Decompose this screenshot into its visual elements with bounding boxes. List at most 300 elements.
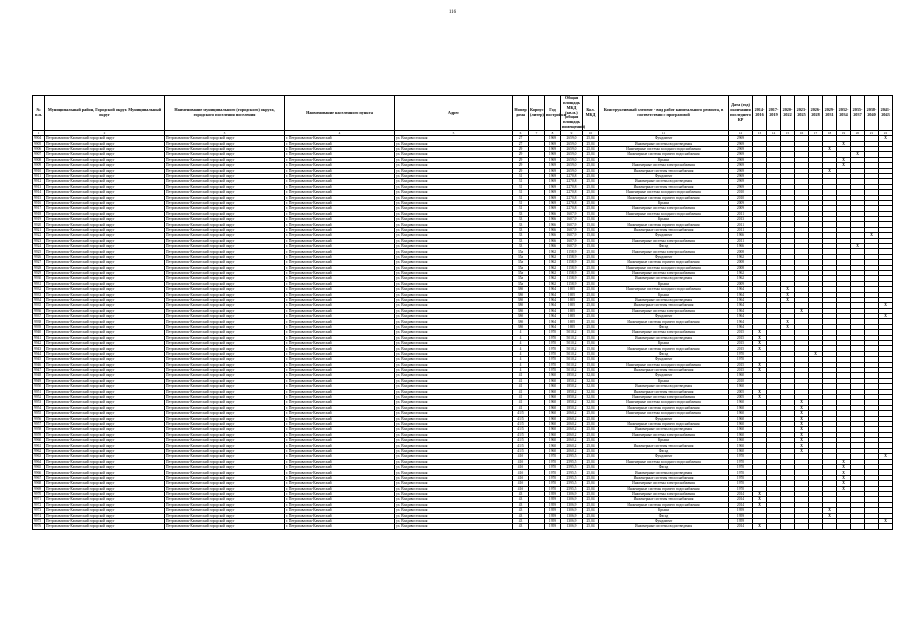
cell-street: ул. Владивостокская — [395, 163, 513, 168]
cell-count: 25,04 — [583, 163, 599, 168]
cell-work: Инженерные системы водоотведения — [599, 427, 729, 432]
cell-number: 9938 — [33, 319, 45, 324]
column-number: 11 — [599, 131, 729, 136]
cell-work: Инженерные системы теплоснабжения — [599, 389, 729, 394]
cell-area: 2060,2 — [561, 443, 583, 448]
cell-area: 2060,2 — [561, 416, 583, 421]
cell-city: г. Петропавловск-Камчатский — [285, 287, 395, 292]
cell-number: 9926 — [33, 254, 45, 259]
column-header: 2041-2043 — [879, 96, 893, 131]
cell-work: Инженерные системы водоотведения — [599, 470, 729, 475]
cell-house: 33 — [513, 211, 529, 216]
cell-okrug: Петропавловск-Камчатский городской округ — [165, 470, 285, 475]
column-header: Дата (год) окончания последнего КР — [729, 96, 753, 131]
cell-year: 1969 — [545, 168, 561, 173]
cell-house: 35а — [513, 260, 529, 265]
cell-year: 1960 — [545, 389, 561, 394]
cell-okrug: Петропавловск-Камчатский городской округ — [165, 416, 285, 421]
cell-period-mark: X — [795, 308, 809, 313]
cell-district: Петропавловск-Камчатский городской округ — [45, 368, 165, 373]
cell-year: 1959 — [545, 524, 561, 529]
cell-number: 9934 — [33, 297, 45, 302]
cell-city: г. Петропавловск-Камчатский — [285, 346, 395, 351]
cell-last-repair: 1960 — [729, 400, 753, 405]
cell-okrug: Петропавловск-Камчатский городской округ — [165, 384, 285, 389]
cell-city: г. Петропавловск-Камчатский — [285, 373, 395, 378]
cell-district: Петропавловск-Камчатский городской округ — [45, 362, 165, 367]
cell-street: ул. Владивостокская — [395, 351, 513, 356]
cell-last-repair: 2011 — [729, 211, 753, 216]
cell-count: 25,04 — [583, 465, 599, 470]
cell-last-repair: 1960 — [729, 427, 753, 432]
cell-district: Петропавловск-Камчатский городской округ — [45, 179, 165, 184]
cell-city: г. Петропавловск-Камчатский — [285, 227, 395, 232]
cell-count: 25,04 — [583, 249, 599, 254]
cell-street: ул. Владивостокская — [395, 475, 513, 480]
cell-city: г. Петропавловск-Камчатский — [285, 146, 395, 151]
cell-period-mark: X — [879, 303, 893, 308]
cell-district: Петропавловск-Камчатский городской округ — [45, 497, 165, 502]
cell-last-repair: 2010 — [729, 195, 753, 200]
cell-okrug: Петропавловск-Камчатский городской округ — [165, 152, 285, 157]
cell-house: 4 — [513, 330, 529, 335]
cell-last-repair: 2009 — [729, 206, 753, 211]
cell-city: г. Петропавловск-Камчатский — [285, 405, 395, 410]
cell-street: ул. Владивостокская — [395, 465, 513, 470]
cell-work: Инженерные системы электроснабжения — [599, 270, 729, 275]
cell-district: Петропавловск-Камчатский городской округ — [45, 459, 165, 464]
cell-okrug: Петропавловск-Камчатский городской округ — [165, 324, 285, 329]
cell-area: 1306,9 — [561, 508, 583, 513]
cell-number: 9959 — [33, 432, 45, 437]
cell-street: ул. Владивостокская — [395, 405, 513, 410]
cell-work: Фасад — [599, 465, 729, 470]
cell-work: Инженерные системы горячего водоснабжения — [599, 152, 729, 157]
cell-street: ул. Владивостокская — [395, 233, 513, 238]
cell-period-mark: X — [879, 518, 893, 523]
cell-street: ул. Владивостокская — [395, 190, 513, 195]
cell-last-repair: 1964 — [729, 324, 753, 329]
column-header: Общая площадь МКД (кв.м.) (общая площадь помещений) — [562, 95, 586, 129]
cell-last-repair: 2969 — [729, 157, 753, 162]
cell-work: Фундамент — [599, 518, 729, 523]
cell-okrug: Петропавловск-Камчатский городской округ — [165, 368, 285, 373]
cell-street: ул. Владивостокская — [395, 481, 513, 486]
cell-street: ул. Владивостокская — [395, 303, 513, 308]
cell-okrug: Петропавловск-Камчатский городской округ — [165, 265, 285, 270]
cell-district: Петропавловск-Камчатский городской округ — [45, 168, 165, 173]
cell-city: г. Петропавловск-Камчатский — [285, 206, 395, 211]
cell-district: Петропавловск-Камчатский городской округ — [45, 265, 165, 270]
cell-city: г. Петропавловск-Камчатский — [285, 222, 395, 227]
cell-area: 1695 — [561, 308, 583, 313]
cell-street: ул. Владивостокская — [395, 524, 513, 529]
cell-area: 2060,2 — [561, 411, 583, 416]
cell-okrug: Петропавловск-Камчатский городской округ — [165, 486, 285, 491]
cell-year: 1969 — [545, 136, 561, 141]
cell-period-mark — [767, 524, 781, 529]
cell-number: 9932 — [33, 287, 45, 292]
cell-work: Инженерные системы холодного водоснабжения — [599, 211, 729, 216]
cell-okrug: Петропавловск-Камчатский городской округ — [165, 270, 285, 275]
column-header: 2038-2040 — [865, 96, 879, 131]
cell-okrug: Петропавловск-Камчатский городской округ — [165, 481, 285, 486]
cell-number: 9950 — [33, 384, 45, 389]
cell-number: 9918 — [33, 211, 45, 216]
cell-district: Петропавловск-Камчатский городской округ — [45, 513, 165, 518]
cell-count: 25,04 — [583, 173, 599, 178]
column-number: 4 — [285, 131, 395, 136]
cell-okrug: Петропавловск-Камчатский городской округ — [165, 432, 285, 437]
cell-house: 35а — [513, 276, 529, 281]
cell-last-repair: 2969 — [729, 184, 753, 189]
column-number: 1 — [33, 131, 45, 136]
cell-okrug: Петропавловск-Камчатский городской округ — [165, 200, 285, 205]
cell-count: 25,04 — [583, 303, 599, 308]
cell-last-repair: 2015 — [729, 346, 753, 351]
cell-count: 15,04 — [583, 217, 599, 222]
cell-count: 25,04 — [583, 497, 599, 502]
cell-work: Инженерные системы электроснабжения — [599, 163, 729, 168]
cell-period-mark: X — [865, 233, 879, 238]
cell-street: ул. Владивостокская — [395, 179, 513, 184]
cell-year: 1970 — [545, 335, 561, 340]
cell-count: 25,04 — [583, 254, 599, 259]
cell-number: 9973 — [33, 508, 45, 513]
cell-number: 9945 — [33, 357, 45, 362]
cell-area: 2659,0 — [561, 136, 583, 141]
cell-okrug: Петропавловск-Камчатский городской округ — [165, 454, 285, 459]
cell-city: г. Петропавловск-Камчатский — [285, 281, 395, 286]
cell-period-mark: X — [879, 314, 893, 319]
column-number: 3 — [165, 131, 285, 136]
cell-area: 2659,0 — [561, 146, 583, 151]
cell-city: г. Петропавловск-Камчатский — [285, 308, 395, 313]
cell-count: 32,04 — [583, 373, 599, 378]
cell-number: 9946 — [33, 362, 45, 367]
cell-house: 31 — [513, 173, 529, 178]
cell-work: Инженерные системы электроснабжения — [599, 330, 729, 335]
cell-area: 2595,5 — [561, 486, 583, 491]
cell-street: ул. Владивостокская — [395, 432, 513, 437]
cell-house: 41б — [513, 454, 529, 459]
cell-number: 9912 — [33, 179, 45, 184]
cell-area: 1850,2 — [561, 394, 583, 399]
cell-district: Петропавловск-Камчатский городской округ — [45, 351, 165, 356]
cell-number: 9958 — [33, 427, 45, 432]
cell-okrug: Петропавловск-Камчатский городской округ — [165, 513, 285, 518]
column-number: 20 — [851, 131, 865, 136]
cell-work: Инженерные системы теплоснабжения — [599, 168, 729, 173]
cell-city: г. Петропавловск-Камчатский — [285, 497, 395, 502]
cell-count: 25,04 — [583, 297, 599, 302]
cell-house: 43 — [513, 491, 529, 496]
cell-year: 1969 — [545, 206, 561, 211]
cell-house: 41/5 — [513, 411, 529, 416]
cell-street: ул. Владивостокская — [395, 443, 513, 448]
cell-district: Петропавловск-Камчатский городской округ — [45, 195, 165, 200]
cell-period-mark: X — [823, 146, 837, 151]
column-header: 2017-2019 — [767, 96, 781, 131]
cell-count: 32,04 — [583, 378, 599, 383]
cell-okrug: Петропавловск-Камчатский городской округ — [165, 491, 285, 496]
cell-work: Крыша — [599, 157, 729, 162]
cell-okrug: Петропавловск-Камчатский городской округ — [165, 448, 285, 453]
cell-city: г. Петропавловск-Камчатский — [285, 416, 395, 421]
cell-house: 38б — [513, 292, 529, 297]
cell-last-repair: 2014 — [729, 524, 753, 529]
cell-count: 32,04 — [583, 405, 599, 410]
cell-house: 4 — [513, 346, 529, 351]
cell-year: 1962 — [545, 260, 561, 265]
cell-city: г. Петропавловск-Камчатский — [285, 389, 395, 394]
cell-number: 9941 — [33, 335, 45, 340]
cell-street: ул. Владивостокская — [395, 454, 513, 459]
cell-year: 1970 — [545, 330, 561, 335]
cell-district: Петропавловск-Камчатский городской округ — [45, 184, 165, 189]
cell-last-repair: 2015 — [729, 335, 753, 340]
cell-count: 25,04 — [583, 206, 599, 211]
cell-okrug: Петропавловск-Камчатский городской округ — [165, 195, 285, 200]
cell-area: 2060,2 — [561, 421, 583, 426]
cell-city: г. Петропавловск-Камчатский — [285, 238, 395, 243]
cell-year: 1960 — [545, 448, 561, 453]
cell-house: 38б — [513, 303, 529, 308]
cell-city: г. Петропавловск-Камчатский — [285, 341, 395, 346]
cell-area: 5010,2 — [561, 335, 583, 340]
cell-number: 9921 — [33, 227, 45, 232]
cell-area: 2595,5 — [561, 475, 583, 480]
cell-work: Фундамент — [599, 416, 729, 421]
cell-year: 1959 — [545, 491, 561, 496]
cell-number: 9907 — [33, 152, 45, 157]
cell-period-mark: X — [879, 454, 893, 459]
cell-street: ул. Владивостокская — [395, 297, 513, 302]
cell-street: ул. Владивостокская — [395, 319, 513, 324]
cell-period-mark — [851, 524, 865, 529]
cell-period-mark: X — [753, 330, 767, 335]
cell-year: 1970 — [545, 368, 561, 373]
cell-house: 29 — [513, 163, 529, 168]
cell-count: 25,04 — [583, 265, 599, 270]
table-row — [33, 524, 893, 529]
cell-count: 25,04 — [583, 260, 599, 265]
cell-area: 5010,2 — [561, 330, 583, 335]
cell-house: 29 — [513, 157, 529, 162]
cell-number: 9933 — [33, 292, 45, 297]
cell-count: 25,04 — [583, 524, 599, 529]
cell-street: ул. Владивостокская — [395, 346, 513, 351]
cell-okrug: Петропавловск-Камчатский городской округ — [165, 357, 285, 362]
cell-street: ул. Владивостокская — [395, 486, 513, 491]
cell-work: Инженерные системы горячего водоснабжения — [599, 195, 729, 200]
cell-district: Петропавловск-Камчатский городской округ — [45, 421, 165, 426]
cell-year: 1969 — [545, 163, 561, 168]
cell-work: Инженерные системы электроснабжения — [599, 206, 729, 211]
cell-year: 1970 — [545, 481, 561, 486]
cell-last-repair: 2011 — [729, 222, 753, 227]
cell-count: 15,04 — [583, 368, 599, 373]
cell-okrug: Петропавловск-Камчатский городской округ — [165, 190, 285, 195]
cell-work: Инженерные системы горячего водоснабжения — [599, 346, 729, 351]
cell-city: г. Петропавловск-Камчатский — [285, 378, 395, 383]
cell-area: 1158,9 — [561, 270, 583, 275]
cell-house: 38б — [513, 324, 529, 329]
cell-number: 9942 — [33, 341, 45, 346]
cell-year: 1970 — [545, 465, 561, 470]
cell-work: Фасад — [599, 513, 729, 518]
cell-city: г. Петропавловск-Камчатский — [285, 368, 395, 373]
cell-period-mark: X — [781, 287, 795, 292]
cell-district: Петропавловск-Камчатский городской округ — [45, 432, 165, 437]
cell-year: 1964 — [545, 287, 561, 292]
cell-street: ул. Владивостокская — [395, 281, 513, 286]
cell-work: Крыша — [599, 292, 729, 297]
cell-number: 9911 — [33, 173, 45, 178]
cell-street: ул. Владивостокская — [395, 200, 513, 205]
capital-repair-table — [32, 95, 893, 530]
cell-house: 41/5 — [513, 448, 529, 453]
cell-period-mark: X — [781, 319, 795, 324]
cell-okrug: Петропавловск-Камчатский городской округ — [165, 443, 285, 448]
cell-period-mark: X — [753, 362, 767, 367]
cell-period-mark: X — [851, 244, 865, 249]
cell-district: Петропавловск-Камчатский городской округ — [45, 281, 165, 286]
cell-last-repair: 1960 — [729, 421, 753, 426]
cell-period-mark — [795, 524, 809, 529]
cell-last-repair: 2015 — [729, 330, 753, 335]
cell-district: Петропавловск-Камчатский городской округ — [45, 190, 165, 195]
cell-number: 9962 — [33, 448, 45, 453]
cell-last-repair: 1962 — [729, 276, 753, 281]
cell-house: 41 — [513, 405, 529, 410]
cell-period-mark: X — [795, 405, 809, 410]
cell-district: Петропавловск-Камчатский городской округ — [45, 270, 165, 275]
cell-count: 25,04 — [583, 427, 599, 432]
cell-area: 1695 — [561, 297, 583, 302]
table-header-row — [33, 96, 893, 131]
cell-count: 25,04 — [583, 276, 599, 281]
cell-district: Петропавловск-Камчатский городской округ — [45, 373, 165, 378]
cell-okrug: Петропавловск-Камчатский городской округ — [165, 217, 285, 222]
cell-area: 1607,9 — [561, 238, 583, 243]
cell-work: Фундамент — [599, 173, 729, 178]
cell-number: 9943 — [33, 346, 45, 351]
cell-work: Фасад — [599, 244, 729, 249]
cell-street: ул. Владивостокская — [395, 227, 513, 232]
cell-work: Инженерные системы электроснабжения — [599, 394, 729, 399]
cell-period-mark: X — [837, 459, 851, 464]
cell-number: 9956 — [33, 416, 45, 421]
cell-area: 1306,9 — [561, 518, 583, 523]
cell-house: 27 — [513, 136, 529, 141]
cell-house: 35а — [513, 254, 529, 259]
cell-house: 31 — [513, 184, 529, 189]
cell-house: 41б — [513, 465, 529, 470]
cell-number: 9966 — [33, 470, 45, 475]
column-header: Год постройки — [545, 96, 561, 131]
cell-okrug: Петропавловск-Камчатский городской округ — [165, 330, 285, 335]
cell-street: ул. Владивостокская — [395, 260, 513, 265]
cell-number: 9951 — [33, 389, 45, 394]
cell-year: 1970 — [545, 341, 561, 346]
cell-count: 15,04 — [583, 362, 599, 367]
column-number: 5 — [395, 131, 513, 136]
cell-work: Инженерные системы холодного водоснабжения — [599, 411, 729, 416]
cell-number: 9904 — [33, 136, 45, 141]
cell-year: 1960 — [545, 400, 561, 405]
cell-year: 1969 — [545, 195, 561, 200]
cell-street: ул. Владивостокская — [395, 222, 513, 227]
cell-district: Петропавловск-Камчатский городской округ — [45, 400, 165, 405]
cell-count: 25,04 — [583, 141, 599, 146]
cell-year: 1970 — [545, 486, 561, 491]
cell-city: г. Петропавловск-Камчатский — [285, 459, 395, 464]
cell-area: 2270,8 — [561, 173, 583, 178]
page-number: 116 — [448, 10, 457, 15]
cell-period-mark: X — [795, 443, 809, 448]
cell-period-mark: X — [753, 368, 767, 373]
cell-period-mark — [809, 524, 823, 529]
cell-period-mark: X — [823, 508, 837, 513]
cell-last-repair: 1970 — [729, 475, 753, 480]
cell-house: 41б — [513, 481, 529, 486]
cell-street: ул. Владивостокская — [395, 389, 513, 394]
cell-work: Инженерные системы горячего водоснабжения — [599, 486, 729, 491]
column-number: 14 — [767, 131, 781, 136]
cell-last-repair: 1966 — [729, 233, 753, 238]
cell-area: 1850,2 — [561, 384, 583, 389]
cell-year: 1969 — [545, 152, 561, 157]
cell-city: г. Петропавловск-Камчатский — [285, 470, 395, 475]
cell-year: 1960 — [545, 384, 561, 389]
cell-city: г. Петропавловск-Камчатский — [285, 351, 395, 356]
cell-area: 2270,8 — [561, 179, 583, 184]
cell-okrug: Петропавловск-Камчатский городской округ — [165, 184, 285, 189]
cell-district: Петропавловск-Камчатский городской округ — [45, 405, 165, 410]
cell-house: 38б — [513, 297, 529, 302]
cell-last-repair: 2969 — [729, 168, 753, 173]
cell-year: 1964 — [545, 308, 561, 313]
cell-street: ул. Владивостокская — [395, 265, 513, 270]
cell-work: Инженерные системы теплоснабжения — [599, 184, 729, 189]
cell-city: г. Петропавловск-Камчатский — [285, 421, 395, 426]
cell-area: 1158,9 — [561, 260, 583, 265]
cell-city: г. Петропавловск-Камчатский — [285, 508, 395, 513]
cell-period-mark: X — [795, 427, 809, 432]
cell-okrug: Петропавловск-Камчатский городской округ — [165, 465, 285, 470]
cell-city: г. Петропавловск-Камчатский — [285, 270, 395, 275]
cell-area: 5010,2 — [561, 368, 583, 373]
cell-area: 2595,5 — [561, 459, 583, 464]
cell-city: г. Петропавловск-Камчатский — [285, 141, 395, 146]
cell-year: 1966 — [545, 211, 561, 216]
cell-work: Инженерные системы электроснабжения — [599, 249, 729, 254]
cell-count: 15,04 — [583, 351, 599, 356]
cell-count: 25,04 — [583, 324, 599, 329]
cell-house: 43 — [513, 497, 529, 502]
cell-year: 1970 — [545, 351, 561, 356]
column-header: 2023-2025 — [795, 96, 809, 131]
cell-okrug: Петропавловск-Камчатский городской округ — [165, 508, 285, 513]
cell-last-repair: 1962 — [729, 270, 753, 275]
cell-year: 1959 — [545, 518, 561, 523]
cell-okrug: Петропавловск-Камчатский городской округ — [165, 421, 285, 426]
cell-year: 1962 — [545, 265, 561, 270]
cell-okrug: Петропавловск-Камчатский городской округ — [165, 276, 285, 281]
cell-street: ул. Владивостокская — [395, 518, 513, 523]
cell-year: 1969 — [545, 200, 561, 205]
